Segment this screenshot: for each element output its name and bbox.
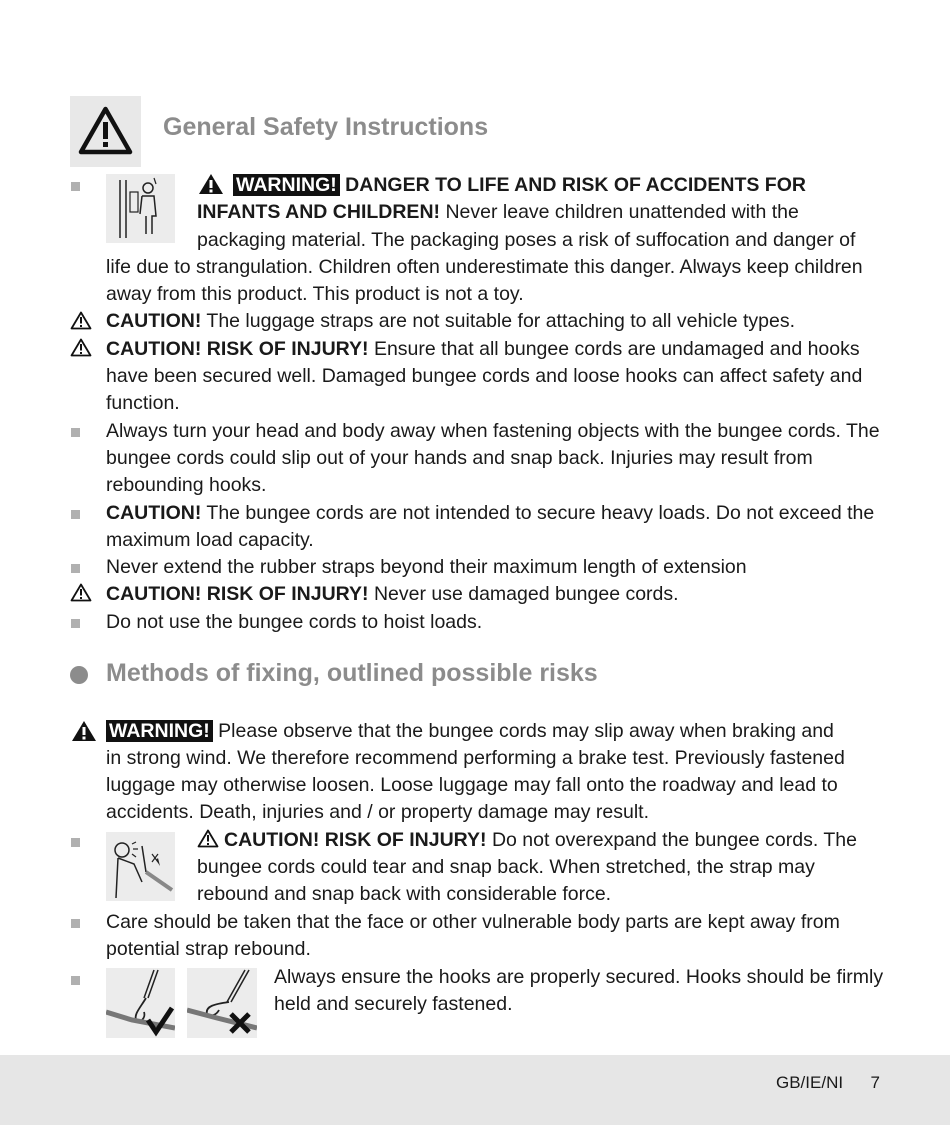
bullet-icon — [71, 428, 80, 437]
paragraph-text: Do not use the bungee cords to hoist loads. — [106, 611, 483, 633]
paragraph-text: bungee cords could slip out of your hands and snap back. Injuries may result from — [106, 447, 813, 469]
paragraph-text: The bungee cords are not intended to secure heavy loads. Do not exceed the — [206, 502, 875, 524]
paragraph-text: Do not overexpand the bungee cords. The — [491, 829, 857, 851]
paragraph-text: held and securely fastened. — [274, 993, 513, 1015]
paragraph-text: in strong wind. We therefore recommend performing a brake test. Previously fastened — [106, 747, 845, 769]
paragraph-text: bungee cords could tear and snap back. When stretched, the strap may — [197, 856, 815, 878]
danger-heading: DANGER TO LIFE AND RISK OF ACCIDENTS FOR — [345, 174, 806, 196]
paragraph-text: life due to strangulation. Children often underestimate this danger. Always keep children — [106, 256, 863, 278]
bullet-icon — [71, 564, 80, 573]
section-heading-general-safety: General Safety Instructions — [163, 113, 489, 141]
paragraph-text: rebound and snap back with considerable force. — [197, 883, 612, 905]
paragraph-text: Never extend the rubber straps beyond their maximum length of extension — [106, 556, 747, 578]
caution-triangle-icon — [70, 338, 92, 357]
bullet-icon — [71, 619, 80, 628]
paragraph-text: away from this product. This product is not a toy. — [106, 283, 524, 305]
caution-triangle-icon — [197, 829, 219, 848]
paragraph-text: accidents. Death, injuries and / or property damage may result. — [106, 801, 650, 823]
paragraph-text: Care should be taken that the face or other vulnerable body parts are kept away from — [106, 911, 840, 933]
paragraph-text: Please observe that the bungee cords may slip away when braking and — [218, 720, 834, 742]
child-hazard-pictogram — [106, 174, 175, 243]
bullet-icon — [71, 182, 80, 191]
caution-label: CAUTION! RISK OF INJURY! — [106, 583, 369, 605]
bullet-icon — [71, 838, 80, 847]
caution-triangle-icon — [70, 583, 92, 602]
paragraph-text: have been secured well. Damaged bungee cords and loose hooks can affect safety and — [106, 365, 863, 387]
footer-region: GB/IE/NI — [776, 1073, 844, 1092]
paragraph-text: rebounding hooks. — [106, 474, 267, 496]
caution-triangle-icon — [70, 311, 92, 330]
paragraph-text: Never use damaged bungee cords. — [373, 583, 679, 605]
caution-label: CAUTION! RISK OF INJURY! — [224, 829, 487, 851]
caution-label: CAUTION! RISK OF INJURY! — [106, 338, 369, 360]
paragraph-text: function. — [106, 392, 180, 414]
hook-incorrect-pictogram — [187, 968, 257, 1038]
danger-heading-cont: INFANTS AND CHILDREN! — [197, 201, 441, 223]
warning-triangle-icon — [70, 96, 141, 167]
hook-correct-pictogram — [106, 968, 175, 1038]
section-heading-methods: Methods of fixing, outlined possible risks — [106, 659, 598, 687]
paragraph-text: Always ensure the hooks are properly secured. Hooks should be firmly — [274, 966, 884, 988]
warning-triangle-icon — [71, 720, 97, 742]
page-footer — [0, 1055, 950, 1125]
page-number: 7 — [870, 1073, 881, 1092]
paragraph-text: potential strap rebound. — [106, 938, 311, 960]
paragraph-text: Never leave children unattended with the — [445, 201, 799, 223]
paragraph-text: Always turn your head and body away when fastening objects with the bungee cords. The — [106, 420, 880, 442]
caution-label: CAUTION! — [106, 502, 202, 524]
paragraph-text: maximum load capacity. — [106, 529, 314, 551]
warning-label: WARNING! — [106, 720, 213, 742]
paragraph-text: Ensure that all bungee cords are undamaged and hooks — [373, 338, 860, 360]
caution-label: CAUTION! — [106, 310, 202, 332]
strap-rebound-pictogram — [106, 832, 175, 901]
paragraph-text: The luggage straps are not suitable for attaching to all vehicle types. — [206, 310, 796, 332]
paragraph-text: packaging material. The packaging poses a risk of suffocation and danger of — [197, 229, 856, 251]
bullet-icon — [71, 919, 80, 928]
warning-triangle-icon — [198, 173, 224, 195]
paragraph-text: luggage may otherwise loosen. Loose luggage may fall onto the roadway and lead to — [106, 774, 838, 796]
warning-label: WARNING! — [233, 174, 340, 196]
bullet-icon — [71, 510, 80, 519]
section-dot-icon — [70, 666, 88, 684]
bullet-icon — [71, 976, 80, 985]
